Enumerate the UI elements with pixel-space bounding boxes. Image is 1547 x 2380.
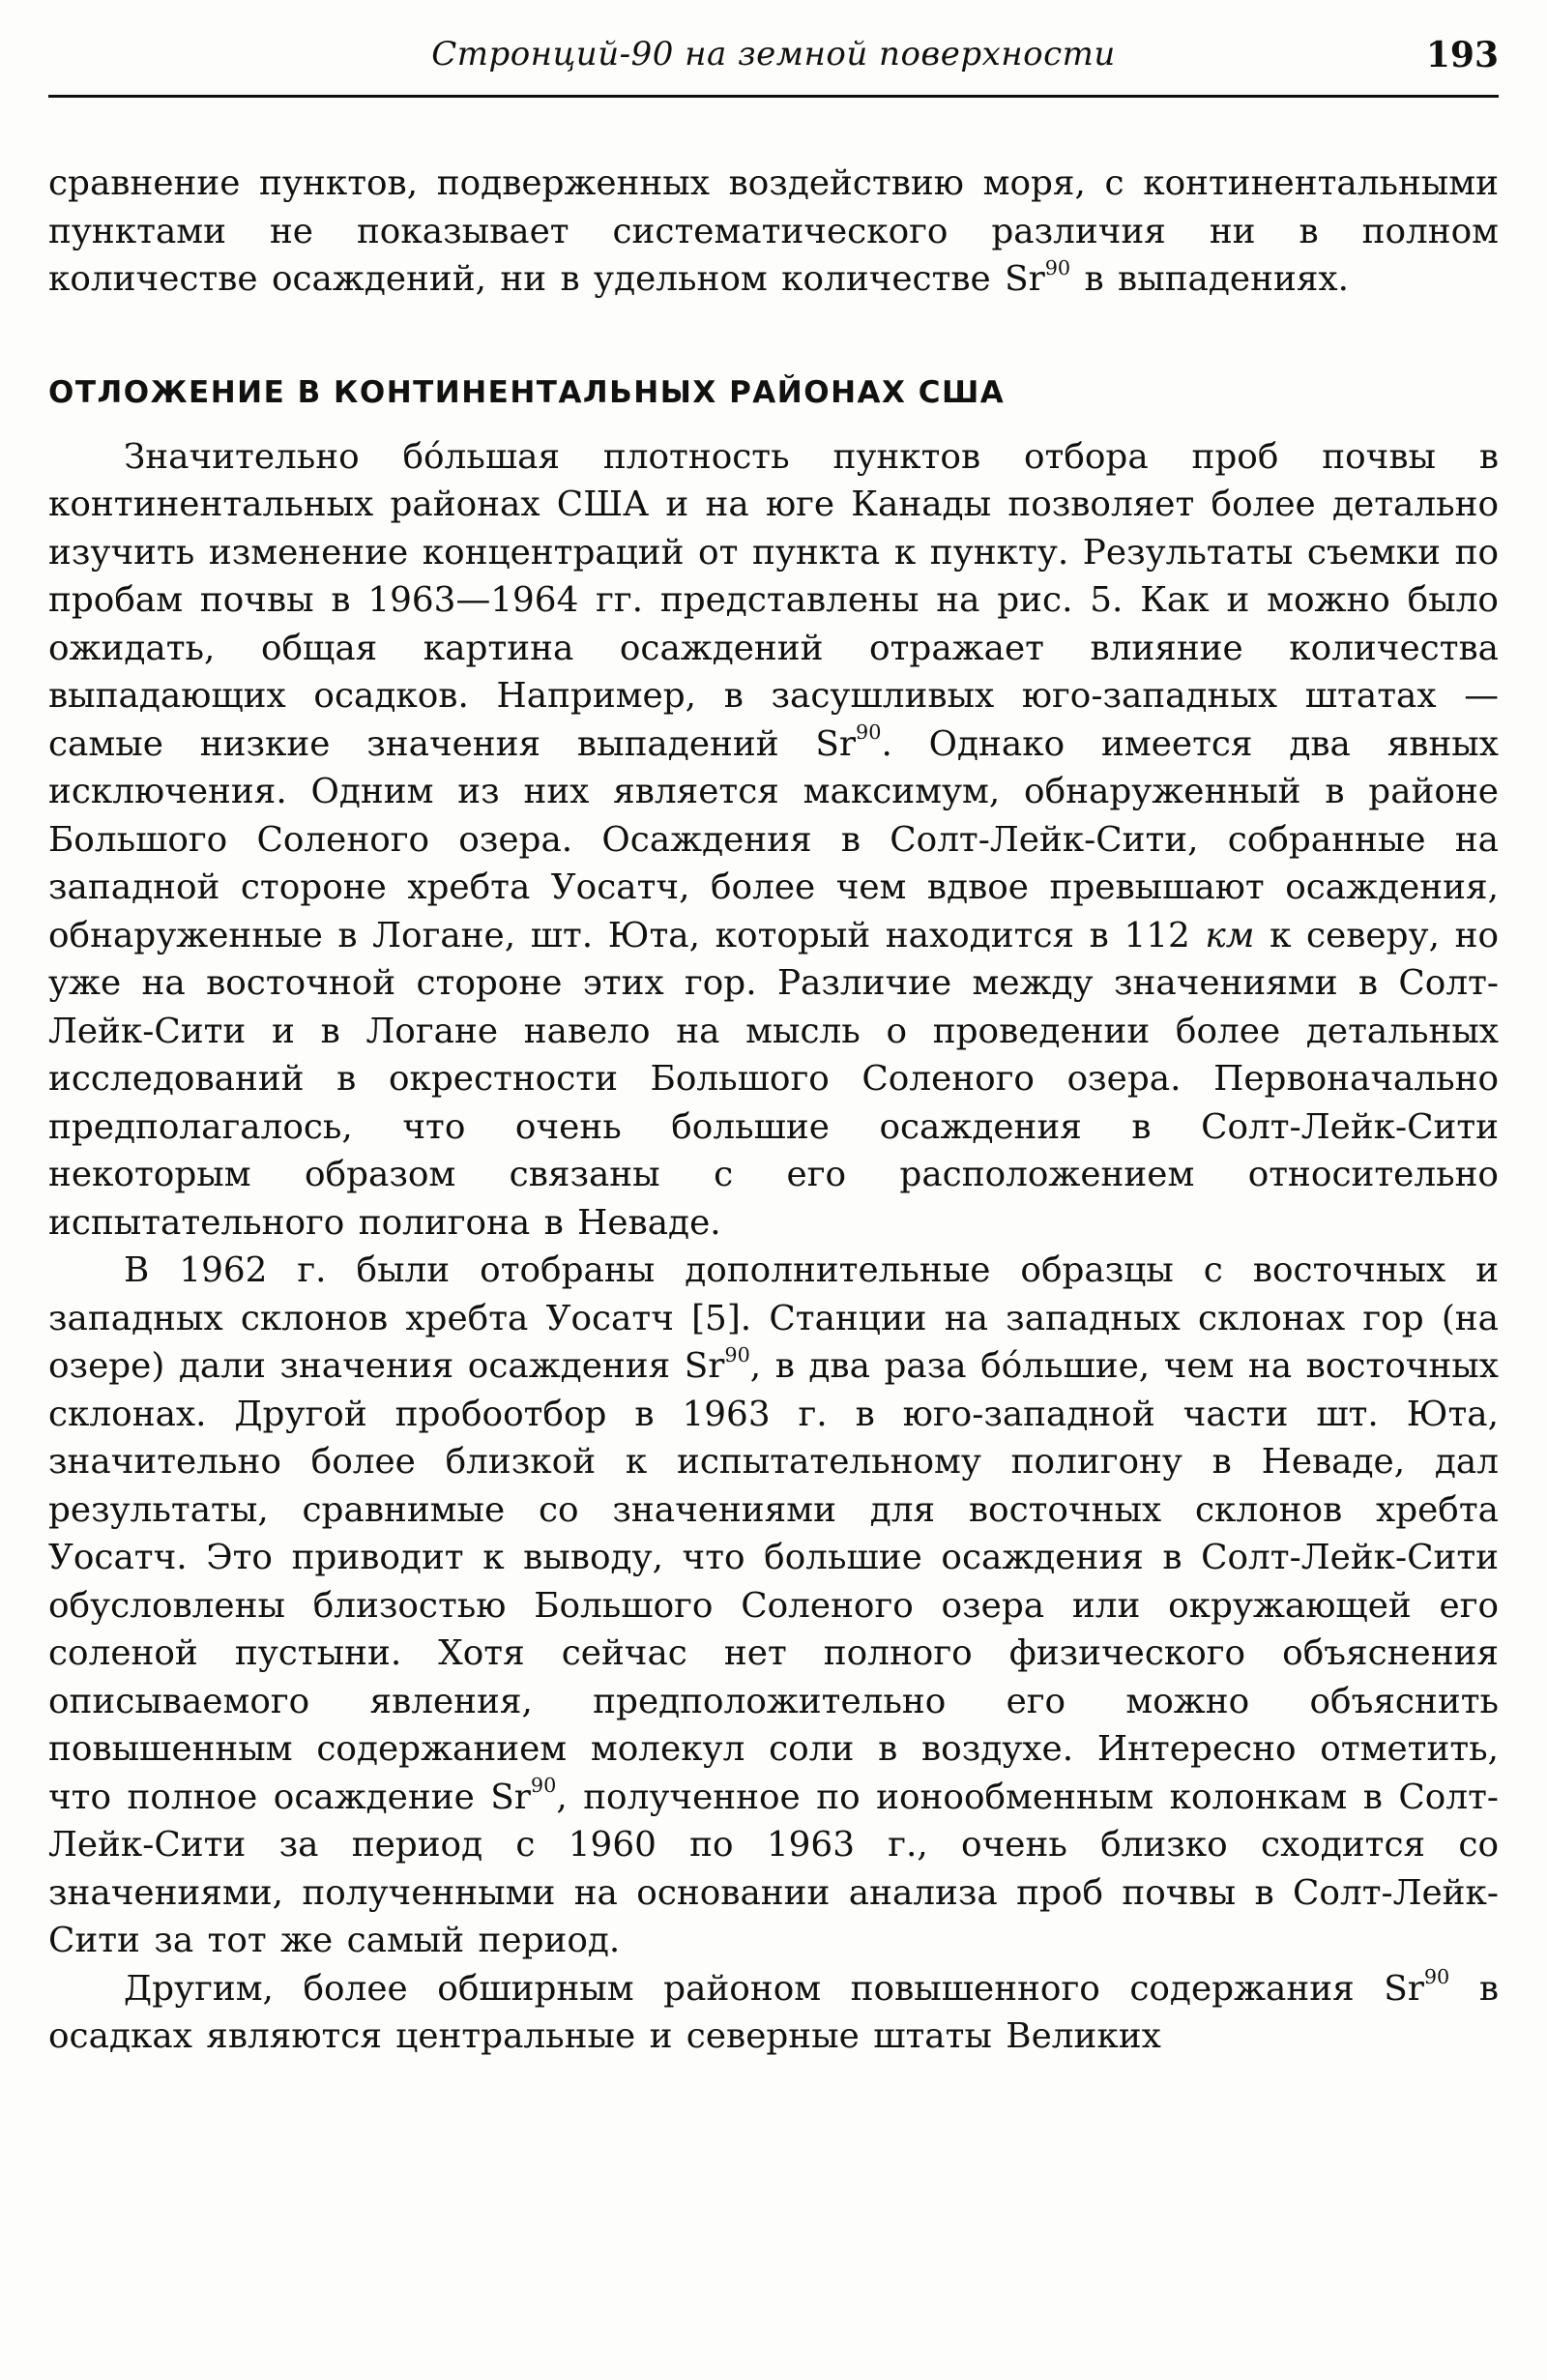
intro-text: сравнение пунктов, подверженных воздействию моря, с континентальными пунктами не показывает систематического различия ни в полном количестве осаждений, ни в удельном количестве Sr	[48, 163, 1499, 299]
running-title: Стронций-90 на земной поверхности	[431, 35, 1116, 73]
paragraph-text: В 1962 г. были отобраны дополнительные образцы с восточных и западных склонов хребта Уосатч [5]. Станции на западных склонах гор (на озере) дали значения осаждения Sr	[48, 1250, 1499, 1386]
unit-km: км	[1205, 915, 1255, 955]
intro-paragraph	[48, 160, 1499, 304]
page	[48, 27, 1499, 2061]
paragraph-text: в осадках являются центральные и северные штаты Великих	[48, 1968, 1499, 2056]
section-heading: ОТЛОЖЕНИЕ В КОНТИНЕНТАЛЬНЫХ РАЙОНАХ США	[48, 374, 1006, 410]
running-header	[48, 27, 1499, 98]
isotope-superscript: 90	[856, 720, 882, 745]
isotope-superscript: 90	[1423, 1965, 1450, 1989]
paragraph-text: Другим, более обширным районом повышенного содержания Sr	[124, 1968, 1424, 2009]
isotope-superscript: 90	[530, 1774, 557, 1798]
page-number: 193	[1425, 35, 1499, 75]
paragraph-text: , полученное по ионообменным колонкам в Солт-Лейк-Сити за период с 1960 по 1963 г., очень близко сходится со значениями, полученными на основании анализа проб почвы в Солт-Лейк-Сити за тот же самый период.	[48, 1777, 1499, 1960]
isotope-superscript: 90	[724, 1342, 750, 1366]
paragraph-text: к северу, но уже на восточной стороне этих гор. Различие между значениями в Солт-Лейк-Сити и в Логане навело на мысль о проведении более детальных исследований в окрестности Большого Соленого озера. Первоначально предполагалось, что очень большие осаждения в Солт-Лейк-Сити некоторым образом связаны с его расположением относительно испытательного полигона в Неваде.	[48, 915, 1499, 1243]
paragraph-text: . Однако имеется два явных исключения. Одним из них является максимум, обнаруженный в районе Большого Соленого озера. Осаждения в Солт-Лейк-Сити, собранные на западной стороне хребта Уосатч, более чем вдвое превышают осаждения, обнаруженные в Логане, шт. Юта, который находится в 112	[48, 723, 1499, 955]
isotope-superscript: 90	[1044, 255, 1071, 279]
paragraph-text: Значительно бóльшая плотность пунктов отбора проб почвы в континентальных районах США и на юге Канады позволяет более детально изучить изменение концентраций от пункта к пункту. Результаты съемки по пробам почвы в 1963—1964 гг. представлены на рис. 5. Как и можно было ожидать, общая картина осаждений отражает влияние количества выпадающих осадков. Например, в засушливых юго-западных штатах — самые низкие значения выпадений Sr	[48, 436, 1499, 764]
body-paragraph-2	[48, 1247, 1499, 1965]
body-paragraph-3	[48, 1965, 1499, 2061]
body-paragraph-1	[48, 433, 1499, 1248]
paragraph-text: , в два раза бóльшие, чем на восточных склонах. Другой пробоотбор в 1963 г. в юго-западной части шт. Юта, значительно более близкой к испытательному полигону в Неваде, дал результаты, сравнимые со значениями для восточных склонов хребта Уосатч. Это приводит к выводу, что большие осаждения в Солт-Лейк-Сити обусловлены близостью Большого Соленого озера или окружающей его соленой пустыни. Хотя сейчас нет полного физического объяснения описываемого явления, предположительно его можно объяснить повышенным содержанием молекул соли в воздухе. Интересно отметить, что полное осаждение Sr	[48, 1346, 1499, 1817]
intro-text-end: в выпадениях.	[1070, 259, 1349, 299]
